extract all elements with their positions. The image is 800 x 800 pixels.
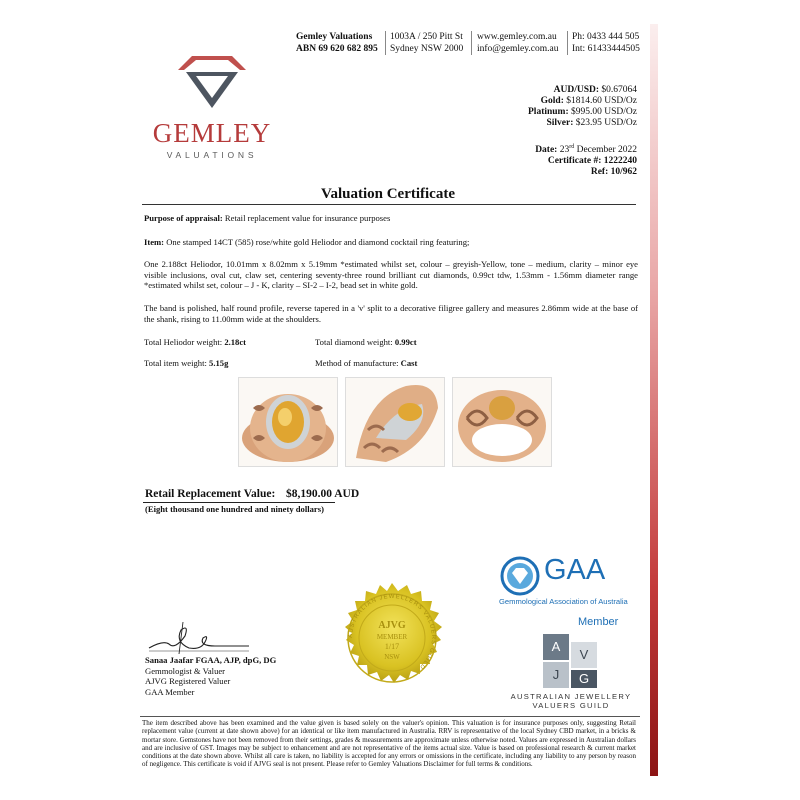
ajvg-logo-icon: A V J G [543, 634, 597, 688]
header-divider [385, 31, 386, 55]
header-divider [567, 31, 568, 55]
header-web [477, 31, 558, 55]
certificate-number: 1222240 [603, 156, 637, 167]
signatory-role: AJVG Registered Valuer [145, 676, 231, 686]
address-line2: Sydney NSW 2000 [390, 44, 464, 54]
svg-text:AUSTRALIAN JEWELLERS VALUERS G: AUSTRALIAN JEWELLERS VALUERS GUILD [347, 593, 437, 671]
item-description: One 2.188ct Heliodor, 10.01mm x 8.02mm x 5.19mm *estimated whilst set, colour – greyish-Yellow, tone – medium, clarity – minor eye visible inclusions, oval cut, claw set, centering seventy-three round brilliant cut diamonds, 0.99ct tdw, 1.53mm - 1.56mm diameter range *estimated whilst set, colour – J - K, clarity – SI-2 – I-2, bead set in white gold. [144, 259, 638, 290]
metal-rates: AUD/USD: $0.67064 Gold: $1814.60 USD/Oz Platinum: $995.00 USD/Oz Silver: $23.95 USD/Oz [528, 85, 637, 128]
signatory-name: Sanaa Jaafar FGAA, AJP, dpG, DG [145, 655, 277, 665]
header-phones [572, 31, 640, 55]
header-address [390, 31, 463, 55]
header-divider [471, 31, 472, 55]
ajvg-name: AUSTRALIAN JEWELLERY VALUERS GUILD [510, 692, 632, 710]
manufacture-method: Method of manufacture: Cast [315, 358, 418, 368]
phone-number: Ph: 0433 444 505 [572, 32, 640, 42]
platinum-rate: $995.00 USD/Oz [571, 107, 637, 117]
silver-rate: $23.95 USD/Oz [575, 118, 637, 128]
certificate-title: Valuation Certificate [320, 186, 455, 202]
gemley-diamond-logo-icon [172, 52, 252, 114]
svg-text:AJVG: AJVG [378, 620, 406, 631]
band-description: The band is polished, half round profile, reverse tapered in a 'v' split to a decorative filigree gallery and measures 2.86mm wide at the base of the shank, rising to 11.00mm wide at the shoulders. [144, 303, 638, 324]
logo-subtitle: VALUATIONS [166, 150, 258, 160]
gaa-globe-icon [500, 556, 540, 596]
certificate-date: 23rd December 2022 [559, 144, 637, 156]
reference-number: 10/962 [610, 167, 637, 178]
svg-text:1/17: 1/17 [384, 642, 400, 651]
disclaimer-rule [140, 716, 640, 717]
signatory-role: GAA Member [145, 686, 195, 697]
header-company [296, 31, 378, 55]
company-abn: ABN 69 620 682 895 [296, 44, 378, 54]
gold-rate: $1814.60 USD/Oz [566, 96, 637, 106]
purpose-line: Purpose of appraisal: Retail replacement value for insurance purposes [144, 213, 391, 223]
diamond-weight: Total diamond weight: 0.99ct [315, 337, 417, 347]
rrv-in-words: (Eight thousand one hundred and ninety dollars) [145, 504, 324, 514]
aud-usd-rate: $0.67064 [601, 85, 637, 95]
email-link[interactable]: info@gemley.com.au [477, 44, 559, 54]
signatory-role: Gemmologist & Valuer [145, 665, 226, 676]
ring-photo-front [238, 377, 338, 467]
rrv-value: $8,190.00 AUD [286, 488, 360, 500]
ajvg-gold-seal [336, 582, 448, 694]
red-side-bar [650, 24, 658, 776]
ring-photo-side [345, 377, 445, 467]
website-link[interactable]: www.gemley.com.au [477, 32, 557, 42]
gaa-full-name: Gemmological Association of Australia [499, 597, 628, 606]
heliodor-weight: Total Heliodor weight: 2.18ct [144, 337, 247, 347]
item-weight: Total item weight: 5.15g [144, 358, 229, 368]
rrv-label: Retail Replacement Value: [145, 488, 276, 500]
company-name: Gemley Valuations [296, 32, 373, 42]
handwritten-signature [145, 618, 255, 658]
item-line: Item: One stamped 14CT (585) rose/white gold Heliodor and diamond cocktail ring featuring; [144, 237, 470, 247]
gaa-member-label: Member [578, 616, 619, 628]
ring-photo-gallery [452, 377, 552, 467]
disclaimer-text: The item described above has been examined and the value given is based solely on the valuer's opinion. This valuation is for insurance purposes only, suggesting Retail replacement value (current at date shown above) for an identical or like item manufactured in Australia. RRV is representative of the local Sydney CBD market, in a bricks & mortar store. Gemstones have not been removed from their settings, grades & measurements are approximate unless otherwise noted. Values are expressed in Australian dollars and are inclusive of GST. Images may be subject to enhancement and are not representative of the items actual size. Value is based on professional research & current market conditions at the date shown above. Whilst all care is taken, no liability is accepted for any errors or omissions in the certificate, including any liability to any person by reason of negligence. This certificate is void if AJVG seal is not present. Please refer to Gemley Valuations Disclaimer for full terms & conditions. [142, 719, 636, 769]
address-line1: 1003A / 250 Pitt St [390, 32, 463, 42]
logo-wordmark: GEMLEY [152, 118, 272, 148]
intl-phone-number: Int: 61433444505 [572, 44, 640, 54]
certificate-meta: Date: 23rd December 2022 Certificate #: 1222240 Ref: 10/962 [535, 144, 637, 178]
rrv-underline [143, 502, 335, 503]
svg-text:NSW: NSW [384, 653, 400, 661]
svg-text:MEMBER: MEMBER [376, 633, 408, 641]
signatory-block [145, 655, 276, 697]
gaa-abbreviation: GAA [544, 554, 606, 586]
title-rule [142, 204, 636, 205]
